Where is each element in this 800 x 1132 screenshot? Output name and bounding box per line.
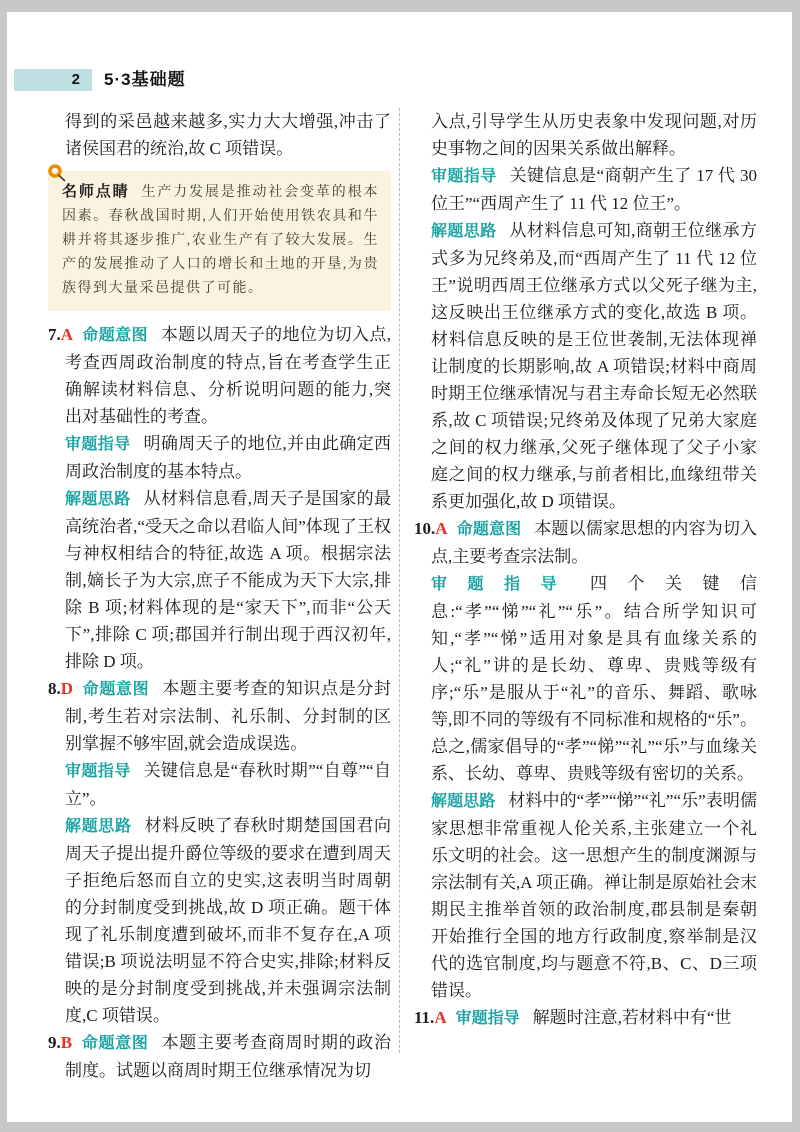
question8-intent-paragraph (48, 675, 391, 757)
question9-solution-paragraph (431, 217, 757, 515)
question11-block (414, 1004, 757, 1032)
question9-answer: B (60, 1033, 73, 1052)
question10-intent-text: 本题以儒家思想的内容为切入点,主要考查宗法制。 (431, 519, 757, 566)
question10-solution-text: 材料中的“孝”“悌”“礼”“乐”表明儒家思想非常重视人伦关系,主张建立一个礼乐文明的社会。这一思想产生的制度渊源与宗法制有关,A 项正确。禅让制是原始社会末期民主推举首领的政治制度,郡县制是秦朝开始推行全国的地方行政制度,察举制是汉代的选官制度,均与题意不符,B、C、D三项错误。 (431, 791, 757, 1000)
question11-guide-text: 解题时注意,若材料中有“世 (532, 1008, 732, 1027)
question7-guide-paragraph (65, 430, 391, 485)
question11-guide-paragraph (414, 1004, 757, 1032)
question9-number: 9. (48, 1033, 61, 1052)
page-number-badge (14, 69, 92, 91)
question9-block-right (414, 108, 757, 515)
question11-answer: A (434, 1008, 447, 1027)
question7-block (48, 321, 391, 675)
teacher-tip-box (48, 171, 391, 311)
column-divider (399, 108, 400, 1053)
intent-label: 命题意图 (82, 681, 150, 698)
question6-continuation-text: 得到的采邑越来越多,实力大大增强,冲击了诸侯国君的统治,故 C 项错误。 (65, 112, 391, 158)
question10-solution-paragraph (431, 787, 757, 1004)
question7-solution-text: 从材料信息看,周天子是国家的最高统治者,“受天之命以君临人间”体现了王权与神权相结合的特征,故选 A 项。根据宗法制,嫡长子为大宗,庶子不能成为天下大宗,排除 B 项;材料体现的是“家天下”,而非“公天下”,排除 C 项;郡国并行制出现于西汉初年,排除 D 项。 (65, 489, 391, 671)
magnifier-icon (46, 163, 70, 192)
question10-guide-paragraph (431, 570, 757, 787)
question6-continuation-block (48, 108, 391, 162)
intent-label: 命题意图 (82, 327, 148, 344)
question9-intent-text-left: 本题主要考查商周时期的政治制度。试题以商周时期王位继承情况为切 (65, 1033, 391, 1080)
question9-intent-paragraph (48, 1029, 391, 1084)
solution-label: 解题思路 (65, 818, 132, 835)
question7-guide-text: 明确周天子的地位,并由此确定西周政治制度的基本特点。 (65, 434, 391, 481)
question7-solution-paragraph (65, 485, 391, 675)
question9-intent-continuation: 入点,引导学生从历史表象中发现问题,对历史事物之间的因果关系做出解释。 (431, 112, 757, 158)
question10-intent-paragraph (414, 515, 757, 570)
question9-guide-text: 关键信息是“商朝产生了 17 代 30 位王”“西周产生了 11 代 12 位王”。 (431, 166, 757, 213)
question7-answer: A (60, 325, 74, 344)
solution-label: 解题思路 (431, 223, 497, 240)
guide-label: 审题指导 (431, 576, 577, 593)
guide-label: 审题指导 (455, 1010, 520, 1027)
question9-solution-text: 从材料信息可知,商朝王位继承方式多为兄终弟及,而“西周产生了 11 代 12 位王”说明西周王位继承方式以父死子继为主,这反映出王位继承方式的变化,故选 B 项。材料信息反映的是王位世袭制,无法体现禅让制度的长期影响,故 A 项错误;材料中商周时期王位继承情况与君主寿命长短无必然联系,故 C 项错误;兄终弟及体现了兄弟大家庭之间的权力继承,父死子继体现了父子小家庭之间的权力继承,与前者相比,血缘纽带关系更加强化,故 D 项错误。 (431, 221, 757, 511)
question11-number: 11. (414, 1008, 435, 1027)
tip-paragraph (62, 180, 379, 301)
question9-guide-paragraph (431, 162, 757, 217)
question8-block (48, 675, 391, 1029)
question8-intent-text: 本题主要考查的知识点是分封制,考生若对宗法制、礼乐制、分封制的区别掌握不够牢固,就会造成误选。 (65, 679, 391, 753)
question8-guide-text: 关键信息是“春秋时期”“自尊”“自立”。 (65, 761, 391, 808)
guide-label: 审题指导 (431, 168, 497, 185)
right-column (414, 108, 757, 1032)
question7-intent-text: 本题以周天子的地位为切入点,考查西周政治制度的特点,旨在考查学生正确解读材料信息、分析说明问题的能力,突出对基础性的考查。 (65, 325, 391, 426)
series-title: 5·3基础题 (104, 70, 186, 89)
page-number: 2 (71, 71, 80, 88)
question10-block (414, 515, 757, 1004)
tip-text: 生产力发展是推动社会变革的根本因素。春秋战国时期,人们开始使用铁农具和牛耕并将其逐步推广,农业生产有了较大发展。生产的发展推动了人口的增长和土地的开垦,为贵族得到大量采邑提供了可能。 (62, 185, 379, 296)
question9-block-left (48, 1029, 391, 1084)
question8-number: 8. (48, 679, 61, 698)
tip-label: 名师点睛 (62, 183, 130, 200)
question8-solution-paragraph (65, 812, 391, 1029)
solution-label: 解题思路 (65, 491, 131, 508)
guide-label: 审题指导 (65, 436, 131, 453)
intent-label: 命题意图 (456, 521, 522, 538)
question10-number: 10. (414, 519, 436, 538)
textbook-answer-page (7, 12, 792, 1122)
question10-answer: A (435, 519, 448, 538)
intent-label: 命题意图 (81, 1035, 149, 1052)
left-column (48, 108, 391, 1084)
question7-number: 7. (48, 325, 61, 344)
question10-guide-text: 四个关键信息:“孝”“悌”“礼”“乐”。结合所学知识可知,“孝”“悌”适用对象是具有血缘关系的人;“礼”讲的是长幼、尊卑、贵贱等级有序;“乐”是服从于“礼”的音乐、舞蹈、歌咏等,即不同的等级有不同标准和规格的“乐”。总之,儒家倡导的“孝”“悌”“礼”“乐”与血缘关系、长幼、尊卑、贵贱等级有密切的关系。 (431, 574, 757, 783)
solution-label: 解题思路 (431, 793, 496, 810)
question8-answer: D (60, 679, 74, 698)
guide-label: 审题指导 (65, 763, 131, 780)
question7-intent-paragraph (48, 321, 391, 430)
question8-solution-text: 材料反映了春秋时期楚国国君向周天子提出提升爵位等级的要求在遭到周天子拒绝后怒而自立的史实,这表明当时周朝的分封制度受到挑战,故 D 项正确。题干体现了礼乐制度遭到破坏,而非不复存在,A 项错误;B 项说法明显不符合史实,排除;材料反映的是分封制度受到挑战,并未强调宗法制度,C 项错误。 (65, 816, 391, 1025)
question8-guide-paragraph (65, 757, 391, 812)
